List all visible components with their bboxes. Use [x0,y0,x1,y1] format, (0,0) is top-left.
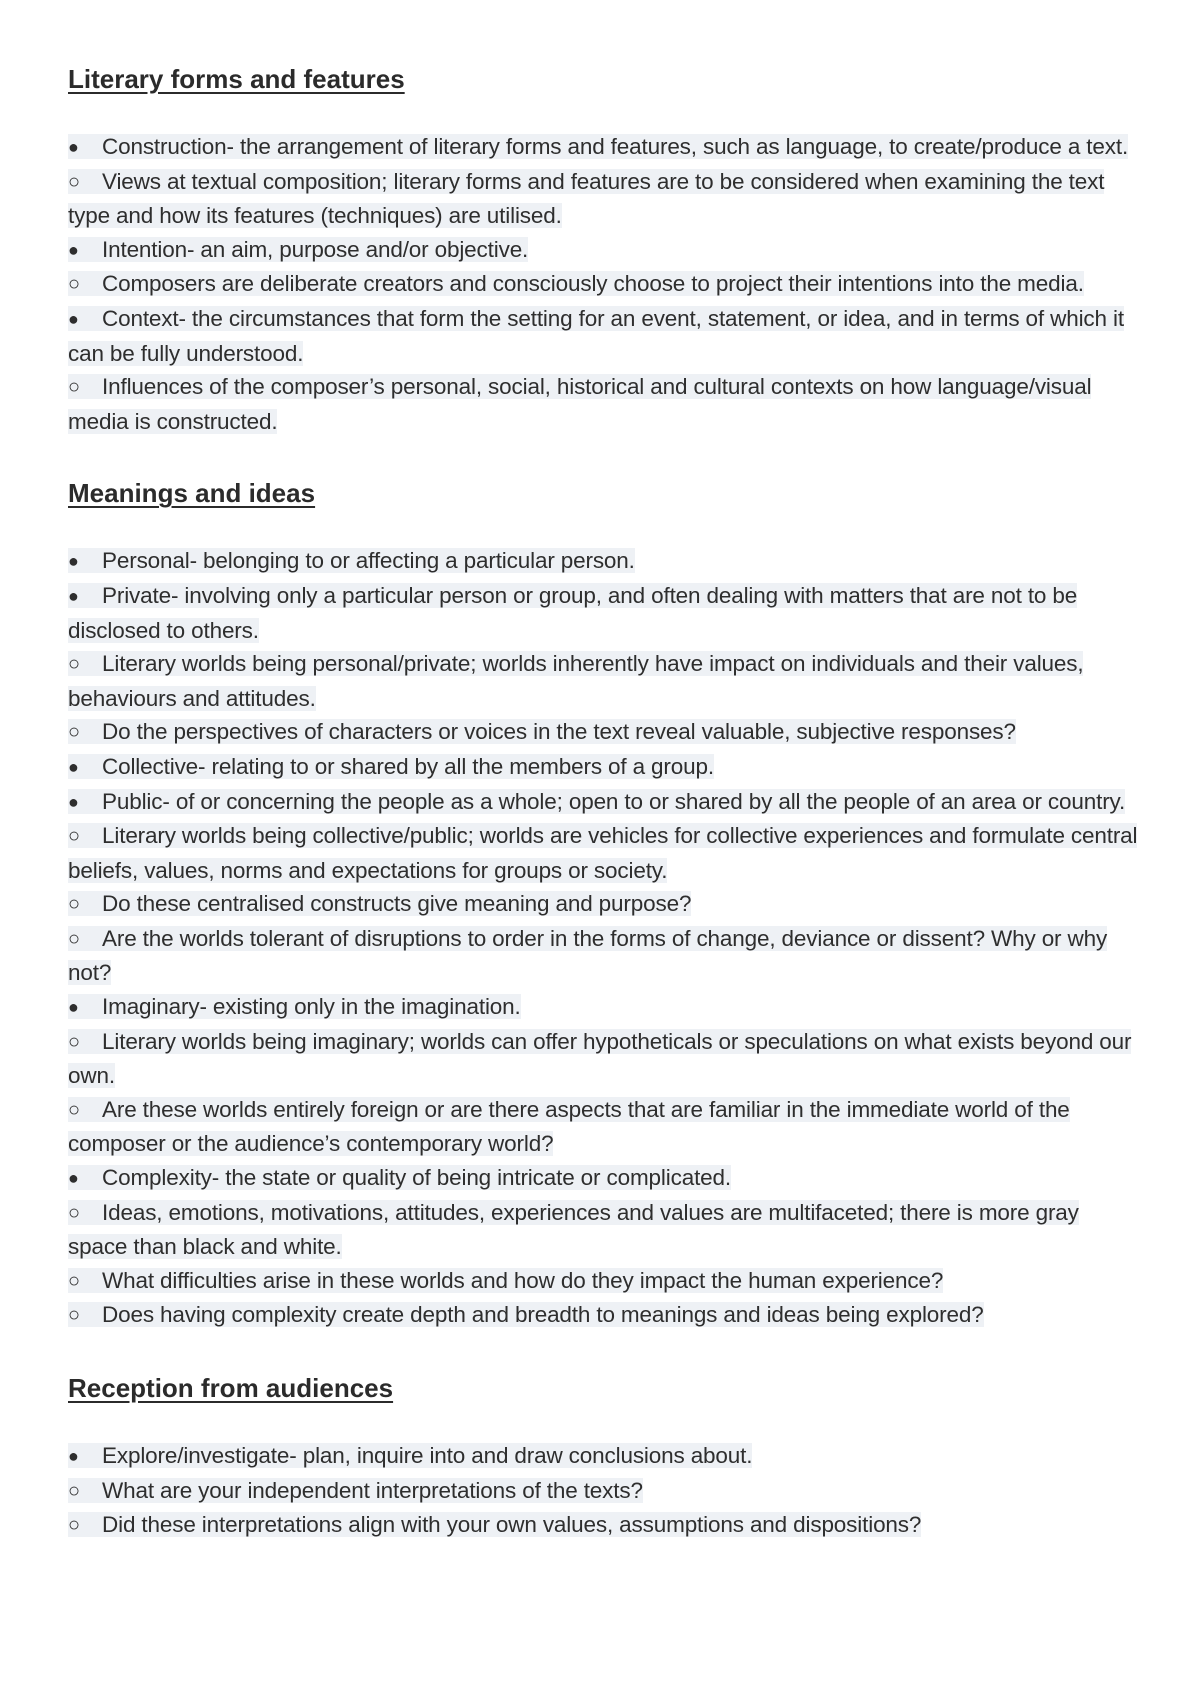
item-text: Personal- belonging to or affecting a particular person. [102,548,635,574]
section-heading: Literary forms and features [68,64,405,94]
bullet-item [68,544,1138,579]
bullet-item [68,1439,1138,1474]
sub-bullet-item [68,165,1138,233]
section-heading: Reception from audiences [68,1373,394,1403]
filled-bullet-icon: ● [68,551,79,572]
sub-bullet-item [68,1508,1138,1543]
highlighted-text [68,823,1137,883]
hollow-bullet-icon: ○ [68,825,80,848]
section [68,62,1138,438]
highlighted-text [68,271,1084,296]
highlighted-text [68,548,635,573]
document-page [68,62,1138,1581]
highlighted-text [68,754,714,779]
item-text: What are your independent interpretations of the texts? [102,1477,643,1503]
item-text: Influences of the composer’s personal, social, historical and cultural contexts on how language/visual media is constructed. [68,374,1092,434]
item-text: Complexity- the state or quality of being intricate or complicated. [102,1165,732,1191]
bullet-list [68,544,1138,1333]
item-text: Does having complexity create depth and breadth to meanings and ideas being explored? [102,1302,984,1328]
filled-bullet-icon: ● [68,1446,79,1466]
hollow-bullet-icon: ○ [68,1479,80,1502]
item-text: Are the worlds tolerant of disruptions to order in the forms of change, deviance or dissent? Why or why not? [68,925,1108,986]
bullet-item [68,1161,1138,1196]
sub-bullet-item [68,1298,1138,1333]
hollow-bullet-icon: ○ [68,893,80,916]
hollow-bullet-icon: ○ [68,927,80,950]
filled-bullet-icon: ● [68,997,79,1018]
hollow-bullet-icon: ○ [68,653,80,676]
bullet-item [68,750,1138,785]
bullet-item [68,233,1138,268]
sub-bullet-item [68,1474,1138,1509]
sub-bullet-item [68,1093,1138,1161]
highlighted-text [68,1512,921,1537]
bullet-item [68,785,1138,820]
highlighted-text [68,306,1124,366]
hollow-bullet-icon: ○ [68,1030,80,1053]
hollow-bullet-icon: ○ [68,1098,80,1121]
highlighted-text [68,583,1077,643]
filled-bullet-icon: ● [68,1168,79,1189]
item-text: Literary worlds being collective/public; worlds are vehicles for collective experiences and formulate central beliefs, values, norms and expectations for groups or society. [68,823,1138,883]
hollow-bullet-icon: ○ [68,1201,80,1224]
hollow-bullet-icon: ○ [68,1269,80,1292]
sub-bullet-item [68,1196,1138,1264]
item-text: Are these worlds entirely foreign or are there aspects that are familiar in the immediate world of the composer or the audience’s contemporary world? [68,1096,1070,1157]
item-text: Literary worlds being imaginary; worlds can offer hypotheticals or speculations on what exists beyond our own. [68,1028,1132,1089]
highlighted-text [68,1302,984,1327]
hollow-bullet-icon: ○ [68,1304,80,1327]
item-text: Public- of or concerning the people as a whole; open to or shared by all the people of an area or country. [102,788,1126,814]
hollow-bullet-icon: ○ [68,273,80,296]
filled-bullet-icon: ● [68,308,79,329]
highlighted-text [68,1029,1131,1089]
bullet-item [68,990,1138,1025]
item-text: Intention- an aim, purpose and/or objective. [102,236,529,262]
item-text: Construction- the arrangement of literary forms and features, such as language, to create/produce a text. [102,134,1129,159]
sub-bullet-item [68,370,1138,438]
hollow-bullet-icon: ○ [68,1514,80,1537]
filled-bullet-icon: ● [68,756,79,777]
item-text: Collective- relating to or shared by all the members of a group. [102,753,714,779]
hollow-bullet-icon: ○ [68,170,80,193]
item-text: Composers are deliberate creators and consciously choose to project their intentions into the media. [102,271,1084,297]
sub-bullet-item [68,715,1138,750]
highlighted-text [68,1443,752,1468]
item-text: Literary worlds being personal/private; worlds inherently have impact on individuals and their values, behaviours and attitudes. [68,651,1084,711]
filled-bullet-icon: ● [68,239,79,260]
highlighted-text [68,651,1083,711]
highlighted-text [68,1165,731,1190]
section [68,1371,1138,1543]
hollow-bullet-icon: ○ [68,376,80,399]
highlighted-text [68,926,1107,986]
item-text: Do the perspectives of characters or voices in the text reveal valuable, subjective responses? [102,719,1016,745]
item-text: Context- the circumstances that form the setting for an event, statement, or idea, and in terms of which it can be fully understood. [68,305,1124,366]
item-text: Do these centralised constructs give meaning and purpose? [102,891,692,917]
item-text: Ideas, emotions, motivations, attitudes, experiences and values are multifaceted; there is more gray space than black and white. [68,1199,1079,1260]
highlighted-text [68,1268,943,1293]
sub-bullet-item [68,887,1138,922]
sub-bullet-item [68,1025,1138,1093]
item-text: What difficulties arise in these worlds and how do they impact the human experience? [102,1267,944,1293]
highlighted-text [68,994,521,1019]
sub-bullet-item [68,922,1138,990]
highlighted-text [68,1478,643,1503]
highlighted-text [68,134,1128,159]
bullet-item [68,302,1138,370]
item-text: Views at textual composition; literary forms and features are to be considered when examining the text type and how its features (techniques) are utilised. [68,168,1105,229]
hollow-bullet-icon: ○ [68,721,80,744]
section [68,476,1138,1333]
bullet-item [68,130,1138,165]
item-text: Did these interpretations align with your own values, assumptions and dispositions? [102,1512,922,1538]
highlighted-text [68,374,1091,434]
filled-bullet-icon: ● [68,585,79,606]
section-heading: Meanings and ideas [68,478,316,509]
sub-bullet-item [68,647,1138,715]
filled-bullet-icon: ● [68,791,79,812]
highlighted-text [68,719,1016,744]
highlighted-text [68,237,528,262]
bullet-item [68,579,1138,647]
bullet-list [68,1439,1138,1543]
item-text: Imaginary- existing only in the imagination. [102,994,521,1020]
sub-bullet-item [68,1264,1138,1299]
sub-bullet-item [68,267,1138,302]
sub-bullet-item [68,819,1138,887]
item-text: Explore/investigate- plan, inquire into and draw conclusions about. [102,1443,753,1468]
bullet-list [68,130,1138,438]
item-text: Private- involving only a particular person or group, and often dealing with matters that are not to be disclosed to others. [68,582,1078,643]
highlighted-text [68,169,1104,229]
highlighted-text [68,1097,1070,1157]
highlighted-text [68,789,1125,814]
filled-bullet-icon: ● [68,137,79,157]
highlighted-text [68,1200,1079,1260]
highlighted-text [68,891,691,916]
